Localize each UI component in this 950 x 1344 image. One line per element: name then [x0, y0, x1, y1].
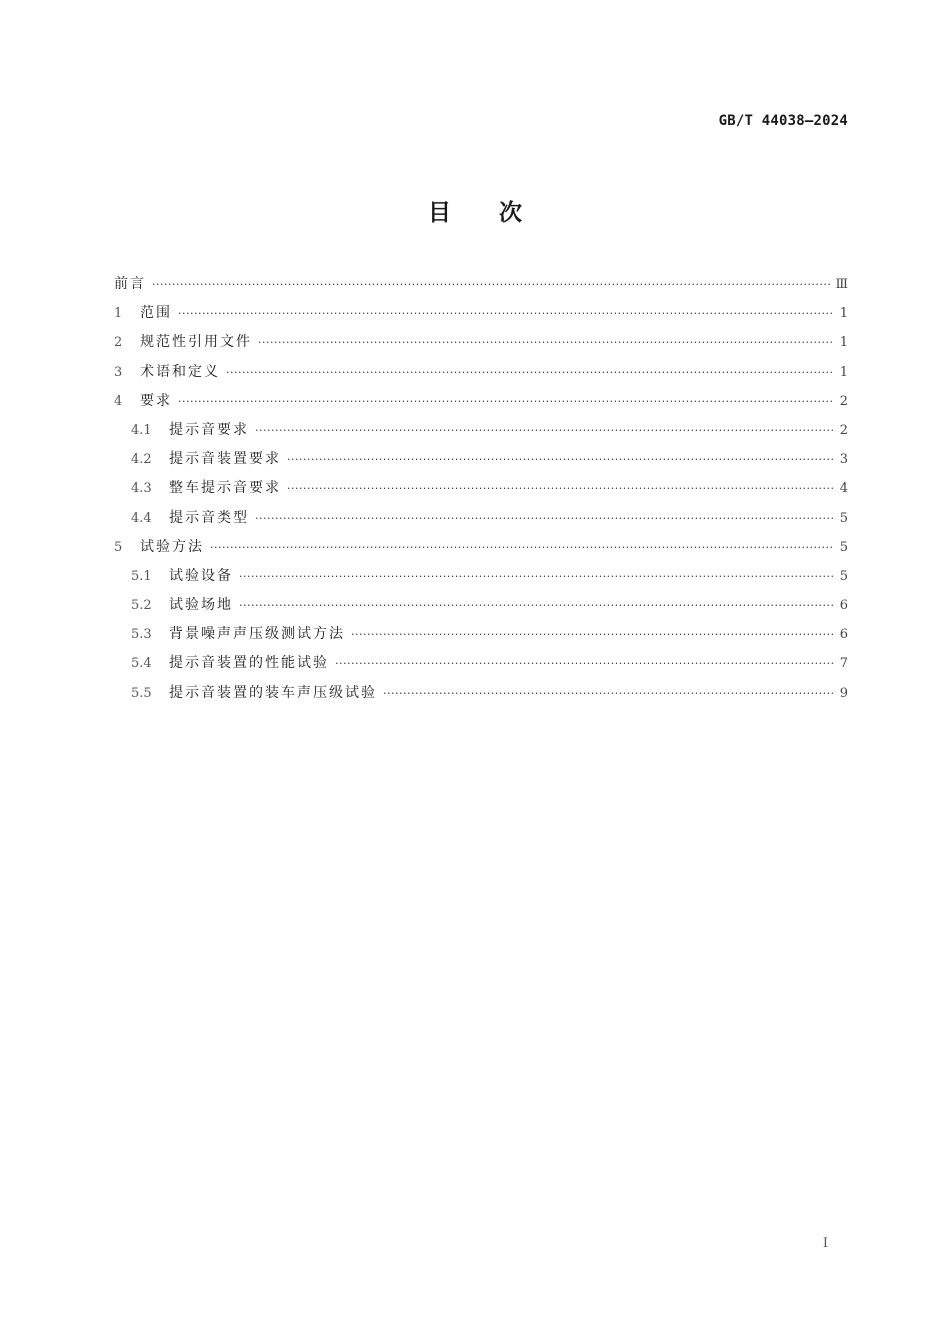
- toc-entry-label: 规范性引用文件: [140, 334, 252, 351]
- toc-entry-number: 4: [114, 393, 123, 409]
- toc-entry-label: 提示音装置的性能试验: [169, 655, 329, 672]
- toc-dot-leader: [239, 591, 834, 620]
- toc-entry[interactable]: [114, 358, 848, 387]
- toc-dot-leader: [152, 270, 831, 299]
- toc-entry-page: 9: [839, 685, 848, 701]
- toc-entry-page: 6: [839, 598, 848, 614]
- toc-entry[interactable]: [114, 562, 848, 591]
- toc-entry-page: 1: [839, 335, 848, 351]
- toc-entry-label: 试验方法: [140, 538, 204, 555]
- toc-entry-number: 1: [114, 306, 123, 322]
- toc-dot-leader: [210, 533, 834, 562]
- toc-dot-leader: [178, 299, 834, 328]
- toc-entry[interactable]: [114, 591, 848, 620]
- toc-dot-leader: [239, 562, 834, 591]
- page-title: 目次: [428, 200, 570, 226]
- toc-entry-number: 4.4: [131, 510, 152, 526]
- toc-entry-label: 要求: [140, 392, 172, 409]
- toc-entry-page: 3: [839, 452, 848, 468]
- toc-entry-number: 5.4: [131, 656, 152, 672]
- toc-entry-page: 2: [839, 422, 848, 438]
- toc-entry-number: 5: [114, 539, 123, 555]
- toc-entry-number: 4.3: [131, 481, 152, 497]
- toc-entry[interactable]: [114, 474, 848, 503]
- toc-entry-label: 范围: [140, 305, 172, 322]
- toc-entry[interactable]: [114, 649, 848, 678]
- toc-entry[interactable]: [114, 416, 848, 445]
- toc-entry-page: 5: [839, 539, 848, 555]
- toc-dot-leader: [178, 387, 834, 416]
- toc-dot-leader: [287, 445, 834, 474]
- toc-entry-page: 5: [839, 510, 848, 526]
- toc-entry-label: 提示音装置的装车声压级试验: [169, 684, 377, 701]
- standard-code: GB/T 44038—2024: [718, 113, 848, 129]
- toc-dot-leader: [255, 504, 834, 533]
- toc-entry-page: 4: [839, 481, 848, 497]
- toc-dot-leader: [287, 474, 834, 503]
- toc-dot-leader: [351, 620, 834, 649]
- toc-entry-page: 1: [839, 306, 848, 322]
- page-number: Ⅰ: [822, 1236, 828, 1251]
- toc-entry[interactable]: [114, 387, 848, 416]
- toc-entry[interactable]: [114, 445, 848, 474]
- toc-entry-label: 整车提示音要求: [169, 480, 281, 497]
- toc-entry-number: 5.2: [131, 598, 152, 614]
- toc-entry-number: 3: [114, 364, 123, 380]
- toc-entry-page: 1: [839, 364, 848, 380]
- table-of-contents: [114, 270, 848, 708]
- toc-entry-label: 试验场地: [169, 597, 233, 614]
- toc-entry-number: 5.1: [131, 568, 152, 584]
- toc-entry-page: 5: [839, 568, 848, 584]
- toc-entry-label: 提示音类型: [169, 509, 249, 526]
- toc-entry-page: Ⅲ: [835, 277, 848, 292]
- toc-entry[interactable]: [114, 679, 848, 708]
- toc-entry[interactable]: [114, 299, 848, 328]
- toc-entry[interactable]: [114, 533, 848, 562]
- toc-entry-label: 前言: [114, 276, 146, 292]
- toc-entry-label: 背景噪声声压级测试方法: [169, 626, 345, 643]
- toc-entry-page: 2: [839, 393, 848, 409]
- toc-dot-leader: [226, 358, 834, 387]
- toc-dot-leader: [335, 649, 834, 678]
- toc-dot-leader: [258, 328, 834, 357]
- toc-entry[interactable]: [114, 504, 848, 533]
- toc-dot-leader: [383, 679, 834, 708]
- toc-entry-label: 术语和定义: [140, 363, 220, 380]
- toc-entry-number: 4.1: [131, 422, 152, 438]
- toc-entry-number: 5.3: [131, 627, 152, 643]
- toc-entry-number: 4.2: [131, 452, 152, 468]
- toc-entry-number: 5.5: [131, 685, 152, 701]
- toc-dot-leader: [255, 416, 834, 445]
- toc-entry[interactable]: [114, 270, 848, 299]
- toc-entry[interactable]: [114, 328, 848, 357]
- toc-entry-label: 提示音装置要求: [169, 451, 281, 468]
- toc-entry-label: 提示音要求: [169, 421, 249, 438]
- toc-entry[interactable]: [114, 620, 848, 649]
- toc-entry-page: 7: [839, 656, 848, 672]
- toc-entry-label: 试验设备: [169, 567, 233, 584]
- toc-entry-number: 2: [114, 335, 123, 351]
- toc-entry-page: 6: [839, 627, 848, 643]
